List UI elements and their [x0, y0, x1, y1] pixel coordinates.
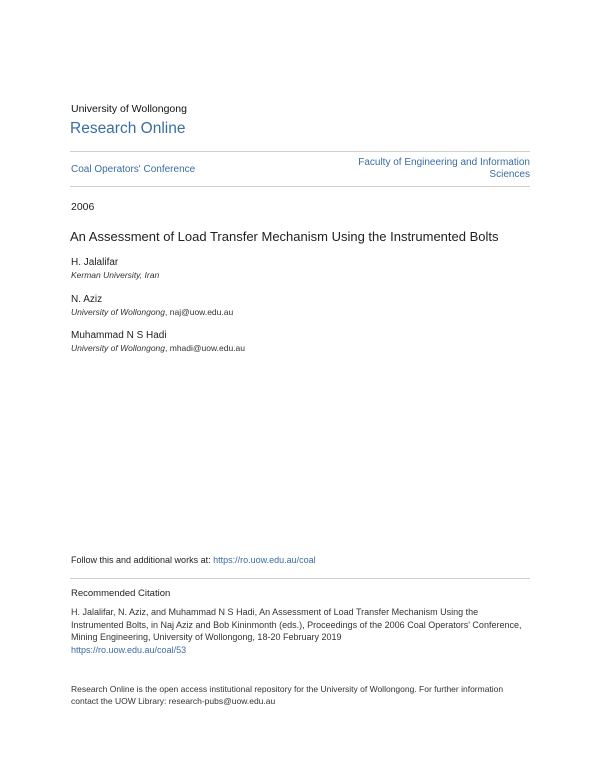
citation-block [71, 606, 531, 656]
author-email[interactable]: , naj@uow.edu.au [165, 307, 234, 317]
author-affiliation [71, 270, 159, 280]
divider [70, 186, 530, 187]
publication-year: 2006 [71, 201, 95, 213]
university-name: University of Wollongong [71, 103, 187, 115]
affiliation-text: Kerman University, Iran [71, 270, 160, 280]
footer-notice: Research Online is the open access institutional repository for the University of Wollongong. For further information contact the UOW Library: research-pubs@uow.edu.au [71, 684, 504, 706]
author-name: Muhammad N S Hadi [71, 330, 167, 341]
follow-works [71, 555, 316, 565]
research-online-link[interactable]: Research Online [70, 120, 186, 137]
divider [70, 578, 530, 579]
citation-link[interactable]: https://ro.uow.edu.au/coal/53 [71, 644, 187, 655]
faculty-link[interactable]: Faculty of Engineering and Information Sciences [358, 157, 530, 180]
citation-heading: Recommended Citation [71, 588, 171, 599]
affiliation-text: University of Wollongong [71, 343, 166, 353]
author-affiliation [71, 307, 233, 317]
affiliation-text: University of Wollongong [71, 307, 166, 317]
author-affiliation [71, 343, 245, 353]
author-name: N. Aziz [71, 294, 103, 305]
follow-link[interactable]: https://ro.uow.edu.au/coal [213, 555, 316, 565]
divider [70, 151, 530, 152]
author-name: H. Jalalifar [71, 257, 119, 268]
paper-title: An Assessment of Load Transfer Mechanism Using the Instrumented Bolts [70, 229, 499, 244]
conference-link[interactable]: Coal Operators' Conference [71, 164, 196, 175]
author-email[interactable]: , mhadi@uow.edu.au [165, 343, 246, 353]
follow-text: Follow this and additional works at: [71, 555, 214, 565]
citation-text: H. Jalalifar, N. Aziz, and Muhammad N S Hadi, An Assessment of Load Transfer Mechanism Using the Instrumented Bolts, in Naj Aziz and Bob Kininmonth (eds.), Proceedings of the 2006 Coal Operators' Conference, Mining Engineering, University of Wollongong, 18-20 February 2019 [71, 607, 522, 642]
